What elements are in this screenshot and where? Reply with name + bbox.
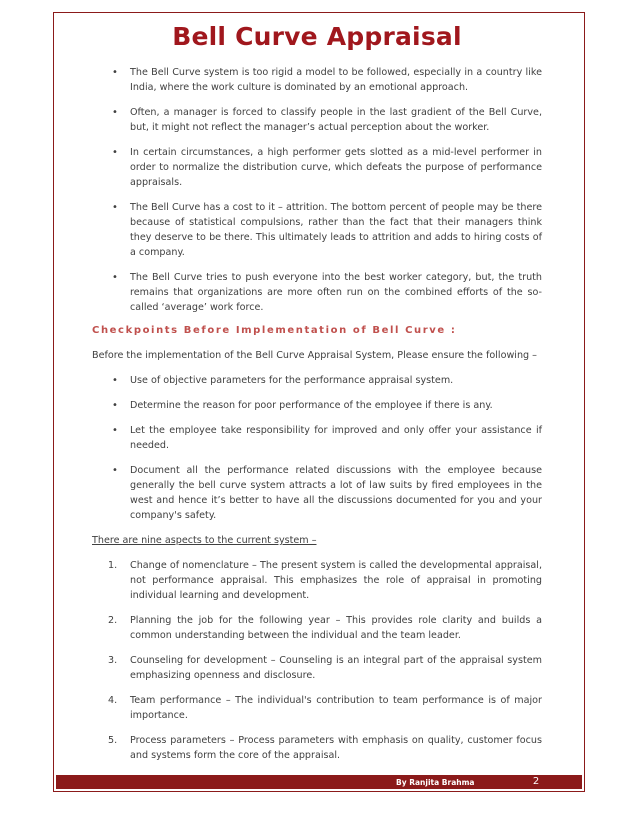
list-item: 1. Change of nomenclature – The present system is called the developmental appraisal, not performance appraisal. This emphasizes the role of appraisal in promoting individual learning and development. <box>108 560 542 601</box>
list-item: • Use of objective parameters for the performance appraisal system. <box>112 375 454 386</box>
list-item: 4. Team performance – The individual's contribution to team performance is of major importance. <box>108 695 542 721</box>
page-content <box>92 22 542 773</box>
list-number: 5. <box>108 735 118 746</box>
aspects-numbered-list <box>92 558 542 763</box>
checkpoints-lead: Before the implementation of the Bell Curve Appraisal System, Please ensure the following – <box>92 350 537 361</box>
list-number: 4. <box>108 695 118 706</box>
list-number: 2. <box>108 615 118 626</box>
list-item: • In certain circumstances, a high performer gets slotted as a mid-level performer in order to normalize the distribution curve, which defeats the purpose of performance appraisals. <box>112 147 542 188</box>
bullet-icon: • <box>112 425 118 436</box>
list-item: • The Bell Curve tries to push everyone into the best worker category, but, the truth remains that organizations are more often run on the combined efforts of the so-called ‘average’ work force. <box>112 272 542 313</box>
bullet-icon: • <box>112 400 118 411</box>
checkpoints-heading: Checkpoints Before Implementation of Bell Curve : <box>92 325 457 336</box>
page-number: 2 <box>524 776 548 787</box>
bullet-icon: • <box>112 147 118 158</box>
bullet-icon: • <box>112 375 118 386</box>
page-title: Bell Curve Appraisal <box>172 22 462 51</box>
list-item: • The Bell Curve system is too rigid a model to be followed, especially in a country like India, where the work culture is dominated by an emotional approach. <box>112 67 542 93</box>
footer-author: By Ranjita Brahma <box>396 778 475 787</box>
list-item: • Let the employee take responsibility for improved and only offer your assistance if needed. <box>112 425 542 451</box>
bullet-icon: • <box>112 272 118 283</box>
list-item: 3. Counseling for development – Counseling is an integral part of the appraisal system emphasizing openness and disclosure. <box>108 655 542 681</box>
checkpoints-bullet-list <box>92 373 542 523</box>
list-number: 3. <box>108 655 118 666</box>
intro-bullet-list <box>92 65 542 315</box>
bullet-icon: • <box>112 107 118 118</box>
bullet-icon: • <box>112 465 118 476</box>
footer-bar <box>56 775 582 789</box>
list-item: 5. Process parameters – Process parameters with emphasis on quality, customer focus and systems form the core of the appraisal. <box>108 735 542 761</box>
list-item: • Document all the performance related discussions with the employee because generally the bell curve system attracts a lot of law suits by fired employees in the west and hence it’s better to have all the discussions documented for you and your company's safety. <box>112 465 542 521</box>
list-number: 1. <box>108 560 118 571</box>
list-item: • The Bell Curve has a cost to it – attrition. The bottom percent of people may be there because of statistical compulsions, rather than the fact that their managers think they deserve to be there. This ultimately leads to attrition and adds to hiring costs of a company. <box>112 202 542 258</box>
bullet-icon: • <box>112 67 118 78</box>
bullet-icon: • <box>112 202 118 213</box>
list-item: • Determine the reason for poor performance of the employee if there is any. <box>112 400 493 411</box>
list-item: • Often, a manager is forced to classify people in the last gradient of the Bell Curve, but, it might not reflect the manager’s actual perception about the worker. <box>112 107 542 133</box>
aspects-lead: There are nine aspects to the current system – <box>92 535 317 546</box>
list-item: 2. Planning the job for the following year – This provides role clarity and builds a common understanding between the individual and the team leader. <box>108 615 542 641</box>
